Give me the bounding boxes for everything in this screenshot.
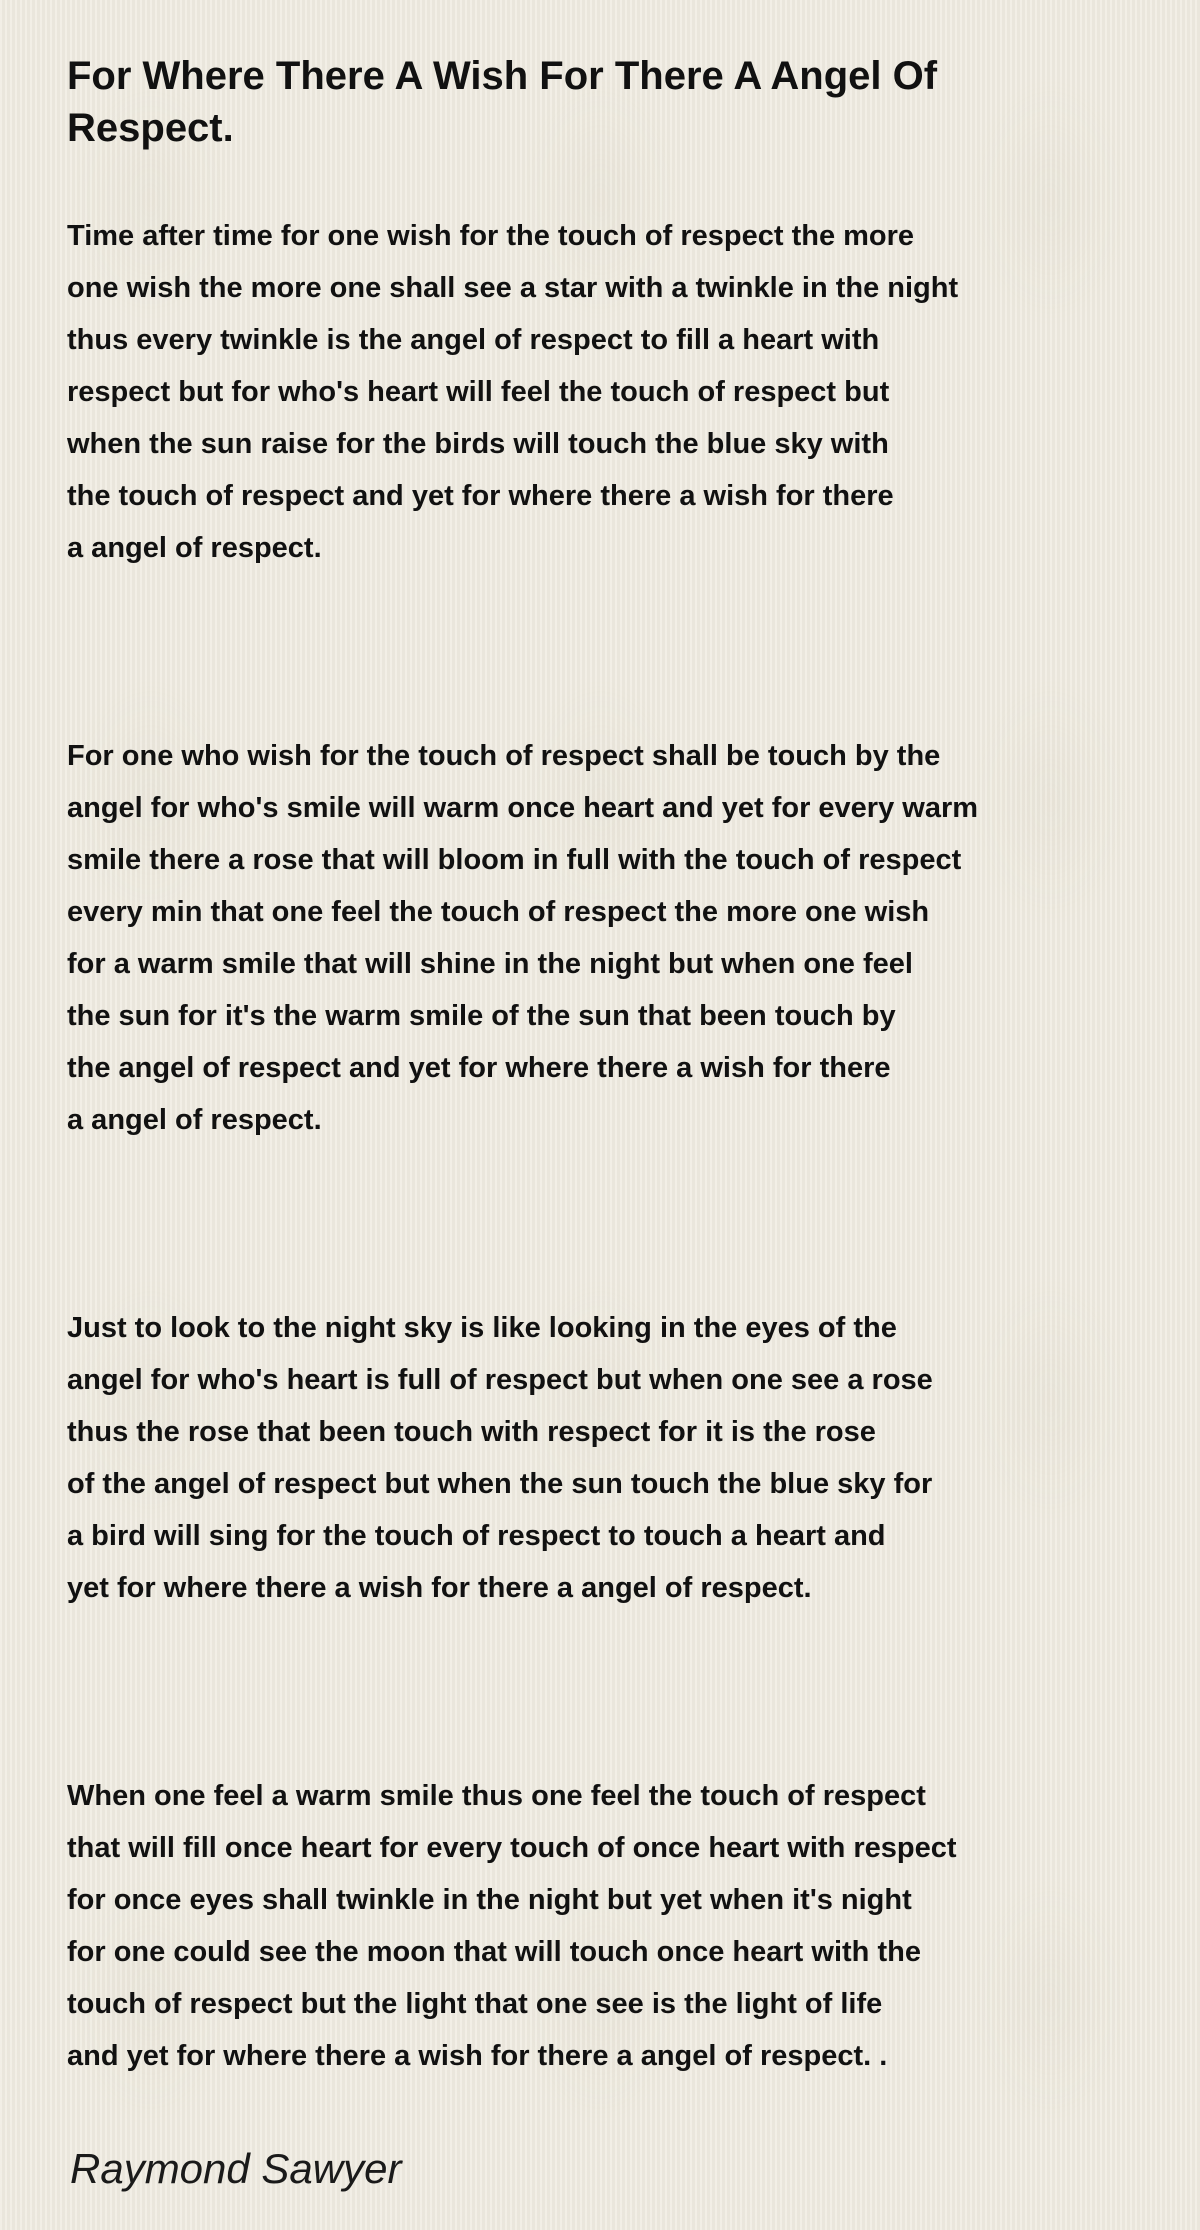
poem-line: angel for who's smile will warm once heart and yet for every warm [67, 792, 979, 824]
poem-line: For one who wish for the touch of respect shall be touch by the [67, 740, 941, 772]
poem-line: the sun for it's the warm smile of the sun that been touch by [67, 1000, 896, 1032]
poem-line: for once eyes shall twinkle in the night but yet when it's night [67, 1884, 912, 1916]
poem-title: For Where There A Wish For There A Angel Of Respect. [67, 54, 938, 150]
poem-author: Raymond Sawyer [70, 2145, 402, 2192]
poem-line: When one feel a warm smile thus one feel the touch of respect [67, 1780, 926, 1812]
poem-line: for a warm smile that will shine in the night but when one feel [67, 948, 913, 980]
poem-line: Time after time for one wish for the touch of respect the more [67, 220, 915, 252]
poem-line: smile there a rose that will bloom in full with the touch of respect [67, 844, 962, 876]
stanza-2 [67, 730, 1167, 1146]
poem-line: thus every twinkle is the angel of respect to fill a heart with [67, 324, 880, 356]
stanza-3 [67, 1302, 1167, 1614]
poem-line: every min that one feel the touch of respect the more one wish [67, 896, 930, 928]
stanza-1 [67, 210, 1167, 574]
poem-line: and yet for where there a wish for there a angel of respect. . [67, 2040, 888, 2072]
poem-line: angel for who's heart is full of respect but when one see a rose [67, 1364, 933, 1396]
poem-line: a angel of respect. [67, 532, 322, 564]
poem-line: a angel of respect. [67, 1104, 322, 1136]
poem-line: thus the rose that been touch with respect for it is the rose [67, 1416, 876, 1448]
poem-line: Just to look to the night sky is like looking in the eyes of the [67, 1312, 897, 1344]
poem-line: the touch of respect and yet for where there a wish for there [67, 480, 894, 512]
poem-container [67, 50, 1167, 2194]
poem-line: respect but for who's heart will feel the touch of respect but [67, 376, 890, 408]
poem-line: that will fill once heart for every touch of once heart with respect [67, 1832, 957, 1864]
poem-line: of the angel of respect but when the sun touch the blue sky for [67, 1468, 933, 1500]
poem-line: a bird will sing for the touch of respect to touch a heart and [67, 1520, 886, 1552]
poem-line: yet for where there a wish for there a angel of respect. [67, 1572, 812, 1604]
poem-line: touch of respect but the light that one see is the light of life [67, 1988, 883, 2020]
poem-line: one wish the more one shall see a star with a twinkle in the night [67, 272, 959, 304]
poem-line: when the sun raise for the birds will touch the blue sky with [67, 428, 889, 460]
poem-line: the angel of respect and yet for where there a wish for there [67, 1052, 891, 1084]
poem-line: for one could see the moon that will touch once heart with the [67, 1936, 921, 1968]
stanza-4 [67, 1770, 1167, 2082]
